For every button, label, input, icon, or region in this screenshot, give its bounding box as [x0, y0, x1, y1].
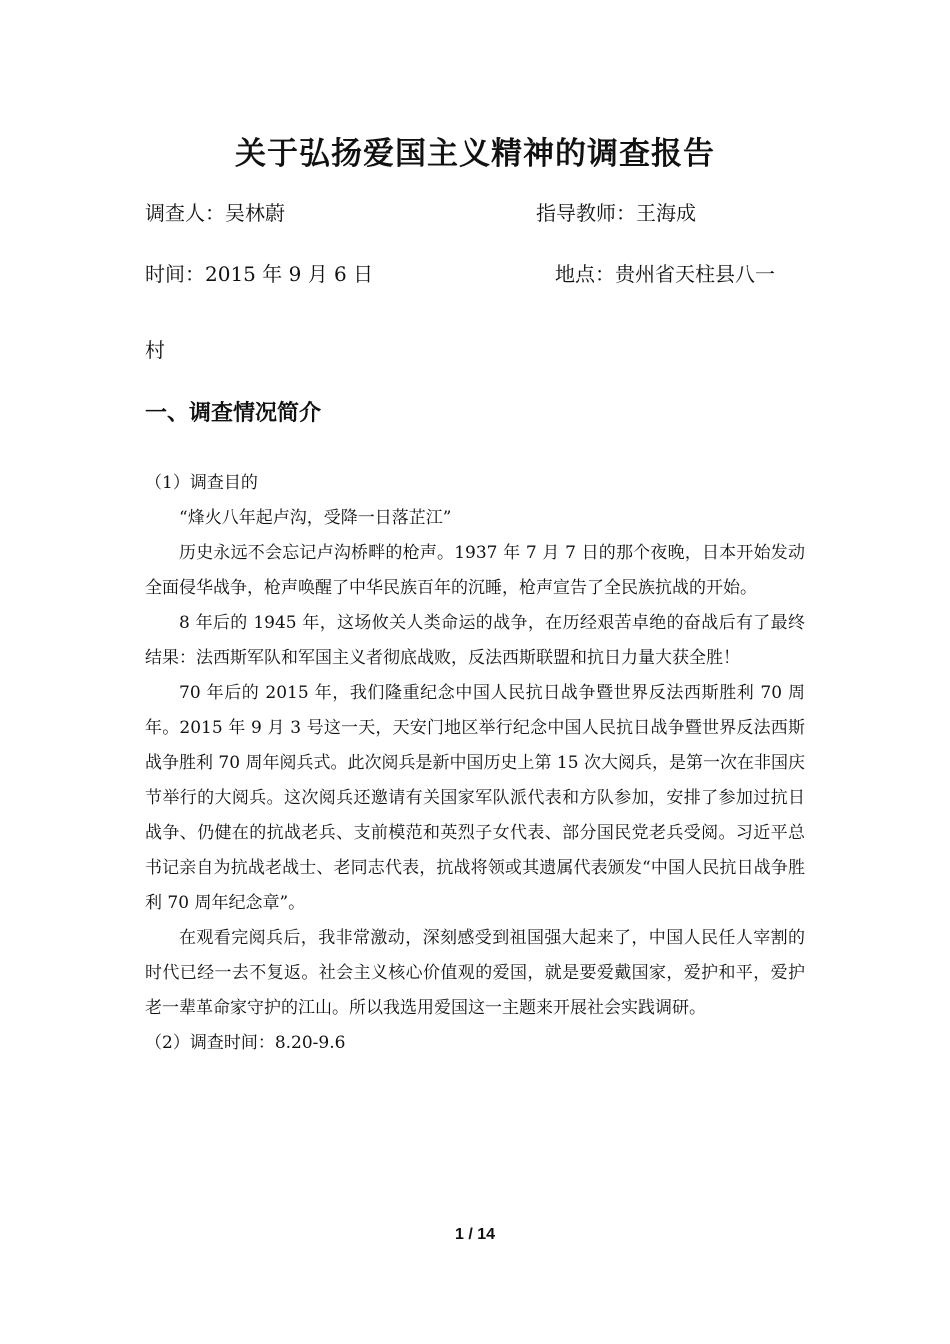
document-title: 关于弘扬爱国主义精神的调查报告	[235, 136, 715, 172]
paragraph: 历史永远不会忘记卢沟桥畔的枪声。1937 年 7 月 7 日的那个夜晚，日本开始发动全面侵华战争，枪声唤醒了中华民族百年的沉睡，枪声宣告了全民族抗战的开始。	[145, 543, 805, 598]
location-field: 地点：贵州省天柱县八一	[555, 262, 775, 286]
page-number: 1 / 14	[454, 1226, 496, 1243]
paragraph: 70 年后的 2015 年，我们隆重纪念中国人民抗日战争暨世界反法西斯胜利 70 周年。2015 年 9 月 3 号这一天，天安门地区举行纪念中国人民抗日战争暨世界反法西斯战争胜利 70 周年阅兵式。此次阅兵是新中国历史上第 15 次大阅兵，是第一次在非国庆节举行的大阅兵。这次阅兵还邀请有关国家军队派代表和方队参加，安排了参加过抗日战争、仍健在的抗战老兵、支前模范和英烈子女代表、部分国民党老兵受阅。习近平总书记亲自为抗战老战士、老同志代表，抗战将领或其遗属代表颁发“中国人民抗日战争胜利 70 周年纪念章”。	[145, 683, 805, 913]
section-body	[145, 466, 805, 1061]
time-heading: （2）调查时间：8.20-9.6	[145, 1033, 346, 1053]
location-continued: 村	[145, 338, 165, 362]
investigator-field: 调查人：吴林蔚	[145, 201, 285, 225]
paragraph: 在观看完阅兵后，我非常激动，深刻感受到祖国强大起来了，中国人民任人宰割的时代已经一去不复返。社会主义核心价值观的爱国，就是要爱戴国家，爱护和平，爱护老一辈革命家守护的江山。所以我选用爱国这一主题来开展社会实践调研。	[145, 928, 805, 1018]
paragraph: 8 年后的 1945 年，这场攸关人类命运的战争，在历经艰苦卓绝的奋战后有了最终结果：法西斯军队和军国主义者彻底战败，反法西斯联盟和抗日力量大获全胜！	[145, 613, 805, 668]
poem-line: “烽火八年起卢沟，受降一日落芷江”	[179, 508, 452, 528]
time-field: 时间：2015 年 9 月 6 日	[145, 262, 374, 286]
purpose-heading: （1）调查目的	[145, 473, 258, 493]
advisor-field: 指导教师：王海成	[536, 201, 696, 225]
section-heading: 一、调查情况简介	[145, 401, 322, 426]
